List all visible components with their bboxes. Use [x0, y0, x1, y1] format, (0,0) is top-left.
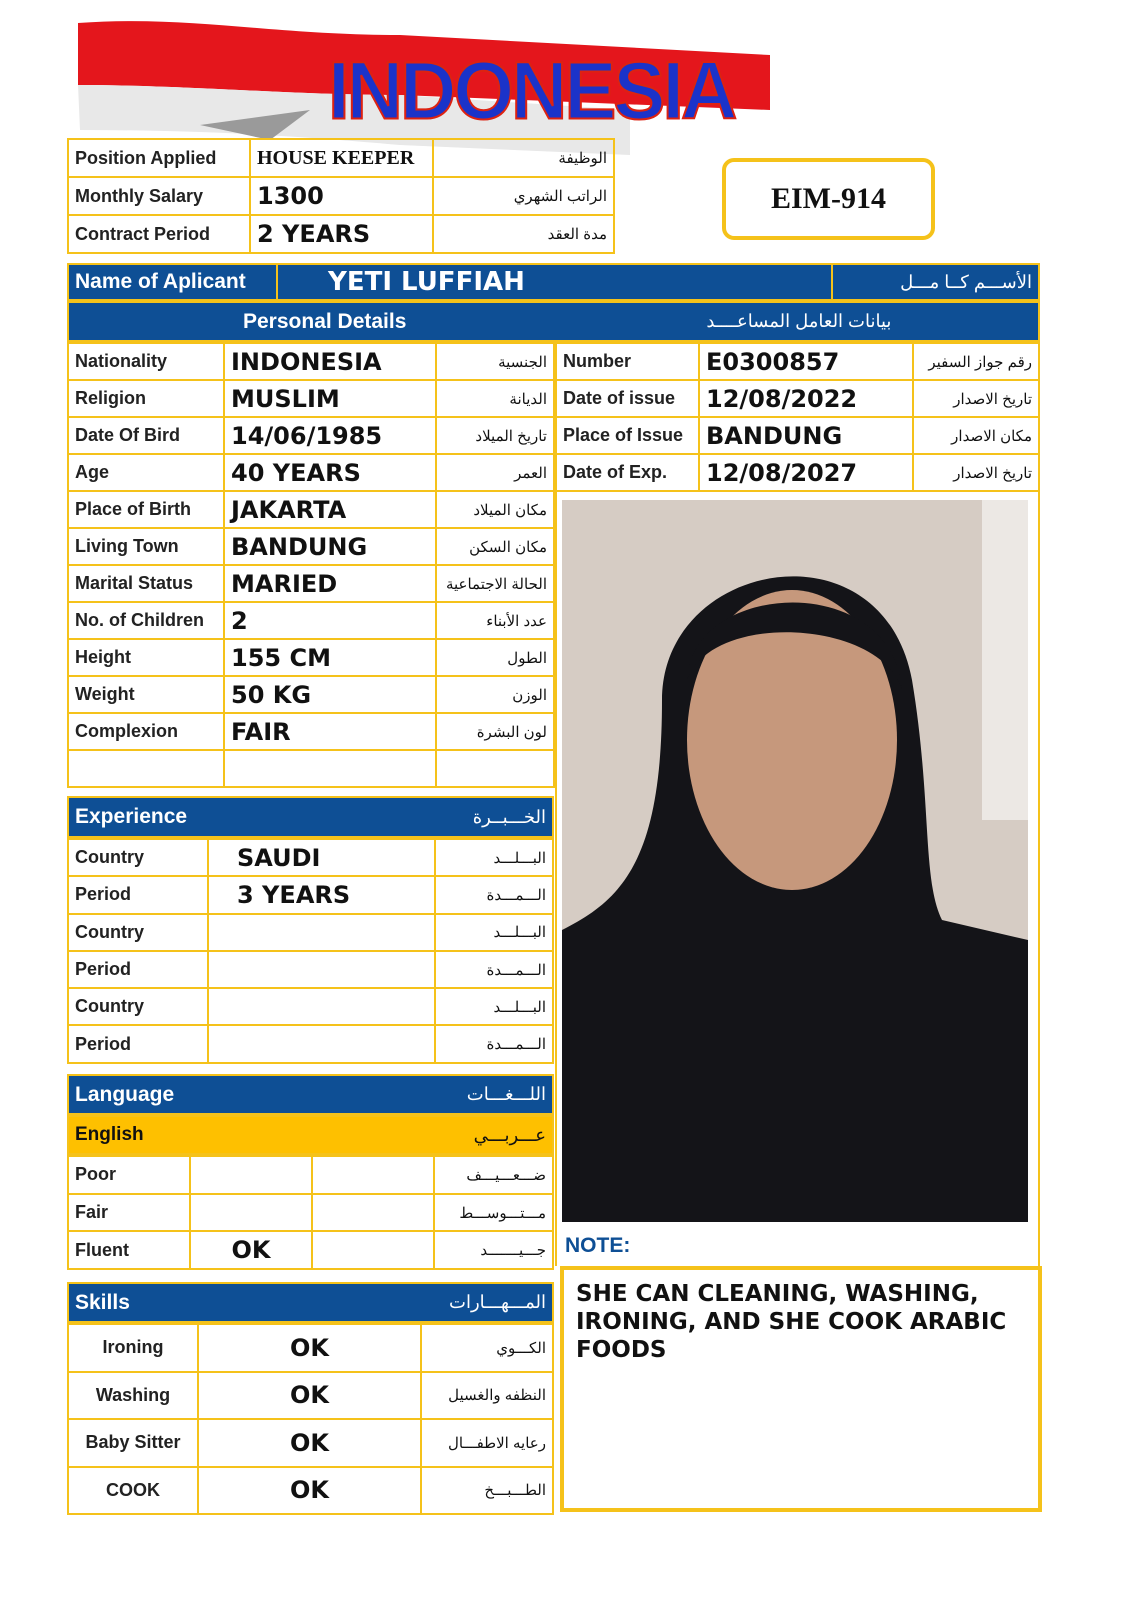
exp-row — [68, 988, 553, 1025]
value-cell — [208, 951, 435, 988]
ar-cell: مكان الاصدار — [913, 417, 1039, 454]
value-cell: 155 CM — [224, 639, 436, 676]
reference-code-box — [722, 158, 935, 240]
ar-cell: ضـــعـــيـــف — [434, 1156, 553, 1194]
ar-cell: عدد الأبناء — [436, 602, 554, 639]
arv-cell — [312, 1156, 434, 1194]
ar-cell: البـــلـــد — [435, 988, 553, 1025]
label-cell: Fair — [68, 1194, 190, 1232]
personal-table — [67, 342, 555, 788]
value-cell: OK — [198, 1324, 421, 1372]
ar-cell — [436, 750, 554, 787]
label-cell: Age — [68, 454, 224, 491]
label-cell: Weight — [68, 676, 224, 713]
label-cell: Date Of Bird — [68, 417, 224, 454]
passport-row — [556, 343, 1039, 380]
lang-row — [68, 1194, 553, 1232]
language-title: Language — [75, 1082, 175, 1106]
reference-code: EIM-914 — [771, 182, 886, 215]
label-cell: Height — [68, 639, 224, 676]
experience-title-ar: الخـــبــرة — [472, 806, 546, 827]
value-cell: 3 YEARS — [208, 876, 435, 913]
value-cell: OK — [198, 1372, 421, 1420]
label-cell: Period — [68, 1025, 208, 1062]
value-cell: SAUDI — [208, 839, 435, 876]
value-cell: MUSLIM — [224, 380, 436, 417]
experience-header — [67, 796, 554, 838]
ar-cell: الـــمـــدة — [435, 951, 553, 988]
value-cell: E0300857 — [699, 343, 913, 380]
en-cell — [190, 1194, 312, 1232]
ar-cell: البـــلـــد — [435, 839, 553, 876]
personal-details-title: Personal Details — [243, 309, 407, 333]
skills-title-ar: المـــهـــارات — [449, 1292, 546, 1312]
lang-row — [68, 1156, 553, 1194]
ar-cell: لون البشرة — [436, 713, 554, 750]
ar-cell: الديانة — [436, 380, 554, 417]
exp-row — [68, 839, 553, 876]
value-cell: INDONESIA — [224, 343, 436, 380]
language-table — [67, 1155, 554, 1270]
note-text: SHE CAN CLEANING, WASHING, IRONING, AND SHE COOK ARABIC FOODS — [576, 1281, 1007, 1363]
ar-cell: الجنسية — [436, 343, 554, 380]
value-cell: FAIR — [224, 713, 436, 750]
exp-row — [68, 914, 553, 951]
country-title: INDONESIA — [328, 43, 735, 137]
label-cell: Nationality — [68, 343, 224, 380]
label-cell: Period — [68, 876, 208, 913]
value-cell: HOUSE KEEPER — [250, 139, 433, 177]
value-cell: 50 KG — [224, 676, 436, 713]
personal-row — [68, 454, 554, 491]
personal-row — [68, 565, 554, 602]
value-cell: 12/08/2022 — [699, 380, 913, 417]
ar-cell: الراتب الشهري — [433, 177, 614, 215]
label-cell: Living Town — [68, 528, 224, 565]
ar-cell: مدة العقد — [433, 215, 614, 253]
ar-cell: الـــمـــدة — [435, 876, 553, 913]
personal-details-bar — [67, 301, 1040, 342]
personal-row — [68, 676, 554, 713]
label-cell: Country — [68, 914, 208, 951]
en-cell — [190, 1156, 312, 1194]
passport-row — [556, 454, 1039, 491]
applicant-name-bar — [67, 263, 1040, 301]
value-cell — [208, 988, 435, 1025]
top-row — [68, 215, 614, 253]
position-table — [67, 138, 615, 254]
value-cell — [224, 750, 436, 787]
ar-cell: تاريخ الاصدار — [913, 454, 1039, 491]
ar-cell: تاريخ الاصدار — [913, 380, 1039, 417]
experience-table — [67, 838, 554, 1064]
ar-cell: رعايه الاطفـــال — [421, 1419, 553, 1467]
label-cell: Monthly Salary — [68, 177, 250, 215]
skills-table — [67, 1323, 554, 1515]
en-cell: OK — [190, 1231, 312, 1269]
applicant-photo — [562, 500, 1028, 1222]
label-cell: Number — [556, 343, 699, 380]
value-cell: 1300 — [250, 177, 433, 215]
ar-cell: مـــتـــوســـط — [434, 1194, 553, 1232]
note-box — [560, 1266, 1042, 1512]
skills-title: Skills — [75, 1290, 130, 1314]
value-cell: OK — [198, 1467, 421, 1515]
arv-cell — [312, 1194, 434, 1232]
ar-cell: الـــمـــدة — [435, 1025, 553, 1062]
skills-row — [68, 1419, 553, 1467]
label-cell: COOK — [68, 1467, 198, 1515]
language-title-ar: اللـــغـــات — [466, 1084, 546, 1104]
personal-row — [68, 491, 554, 528]
label-cell: Baby Sitter — [68, 1419, 198, 1467]
passport-row — [556, 380, 1039, 417]
ar-cell: رقم جواز السفير — [913, 343, 1039, 380]
label-cell: Religion — [68, 380, 224, 417]
label-cell: Date of issue — [556, 380, 699, 417]
top-row — [68, 177, 614, 215]
personal-row — [68, 528, 554, 565]
label-cell: Washing — [68, 1372, 198, 1420]
label-cell: Fluent — [68, 1231, 190, 1269]
ar-cell: الوزن — [436, 676, 554, 713]
exp-row — [68, 951, 553, 988]
language-header — [67, 1074, 554, 1115]
label-cell: No. of Children — [68, 602, 224, 639]
ar-cell: مكان السكن — [436, 528, 554, 565]
label-cell: Complexion — [68, 713, 224, 750]
ar-cell: النظفه والغسيل — [421, 1372, 553, 1420]
value-cell: OK — [198, 1419, 421, 1467]
ar-cell: الوظيفة — [433, 139, 614, 177]
personal-row — [68, 602, 554, 639]
value-cell: 12/08/2027 — [699, 454, 913, 491]
label-cell: Date of Exp. — [556, 454, 699, 491]
personal-row — [68, 343, 554, 380]
label-cell: Contract Period — [68, 215, 250, 253]
language-subheader — [67, 1115, 554, 1155]
value-cell: JAKARTA — [224, 491, 436, 528]
skills-row — [68, 1324, 553, 1372]
value-cell: 2 YEARS — [250, 215, 433, 253]
ar-cell: مكان الميلاد — [436, 491, 554, 528]
ar-cell: تاريخ الميلاد — [436, 417, 554, 454]
ar-cell: البـــلـــد — [435, 914, 553, 951]
skills-row — [68, 1467, 553, 1515]
ar-cell: الحالة الاجتماعية — [436, 565, 554, 602]
label-cell: Ironing — [68, 1324, 198, 1372]
skills-header — [67, 1282, 554, 1323]
ar-cell: الكـــوي — [421, 1324, 553, 1372]
personal-row — [68, 750, 554, 787]
experience-title: Experience — [75, 805, 188, 828]
personal-details-title-ar: بيانات العامل المساعــــد — [706, 311, 892, 331]
personal-row — [68, 417, 554, 454]
language-arabic: عـــربـــي — [473, 1124, 546, 1145]
label-cell: Place of Issue — [556, 417, 699, 454]
ar-cell: العمر — [436, 454, 554, 491]
name-label-ar: الأســـم كــا مـــل — [900, 271, 1032, 292]
label-cell: Country — [68, 988, 208, 1025]
name-label: Name of Aplicant — [69, 265, 278, 299]
ar-cell: الطول — [436, 639, 554, 676]
label-cell: Place of Birth — [68, 491, 224, 528]
value-cell: 40 YEARS — [224, 454, 436, 491]
value-cell — [208, 1025, 435, 1062]
value-cell: BANDUNG — [224, 528, 436, 565]
skills-row — [68, 1372, 553, 1420]
note-label: NOTE: — [565, 1234, 631, 1257]
lang-row — [68, 1231, 553, 1269]
value-cell — [208, 914, 435, 951]
passport-table — [555, 342, 1040, 492]
label-cell: Poor — [68, 1156, 190, 1194]
ar-cell: الطـــبـــخ — [421, 1467, 553, 1515]
label-cell: Position Applied — [68, 139, 250, 177]
exp-row — [68, 876, 553, 913]
label-cell — [68, 750, 224, 787]
language-english: English — [75, 1124, 144, 1145]
ar-cell: جـــيـــــــد — [434, 1231, 553, 1269]
value-cell: MARIED — [224, 565, 436, 602]
personal-row — [68, 639, 554, 676]
label-cell: Country — [68, 839, 208, 876]
label-cell: Period — [68, 951, 208, 988]
value-cell: BANDUNG — [699, 417, 913, 454]
arv-cell — [312, 1231, 434, 1269]
passport-row — [556, 417, 1039, 454]
label-cell: Marital Status — [68, 565, 224, 602]
top-row — [68, 139, 614, 177]
value-cell: 14/06/1985 — [224, 417, 436, 454]
exp-row — [68, 1025, 553, 1062]
value-cell: 2 — [224, 602, 436, 639]
personal-row — [68, 380, 554, 417]
personal-row — [68, 713, 554, 750]
applicant-name: YETI LUFFIAH — [278, 265, 833, 299]
